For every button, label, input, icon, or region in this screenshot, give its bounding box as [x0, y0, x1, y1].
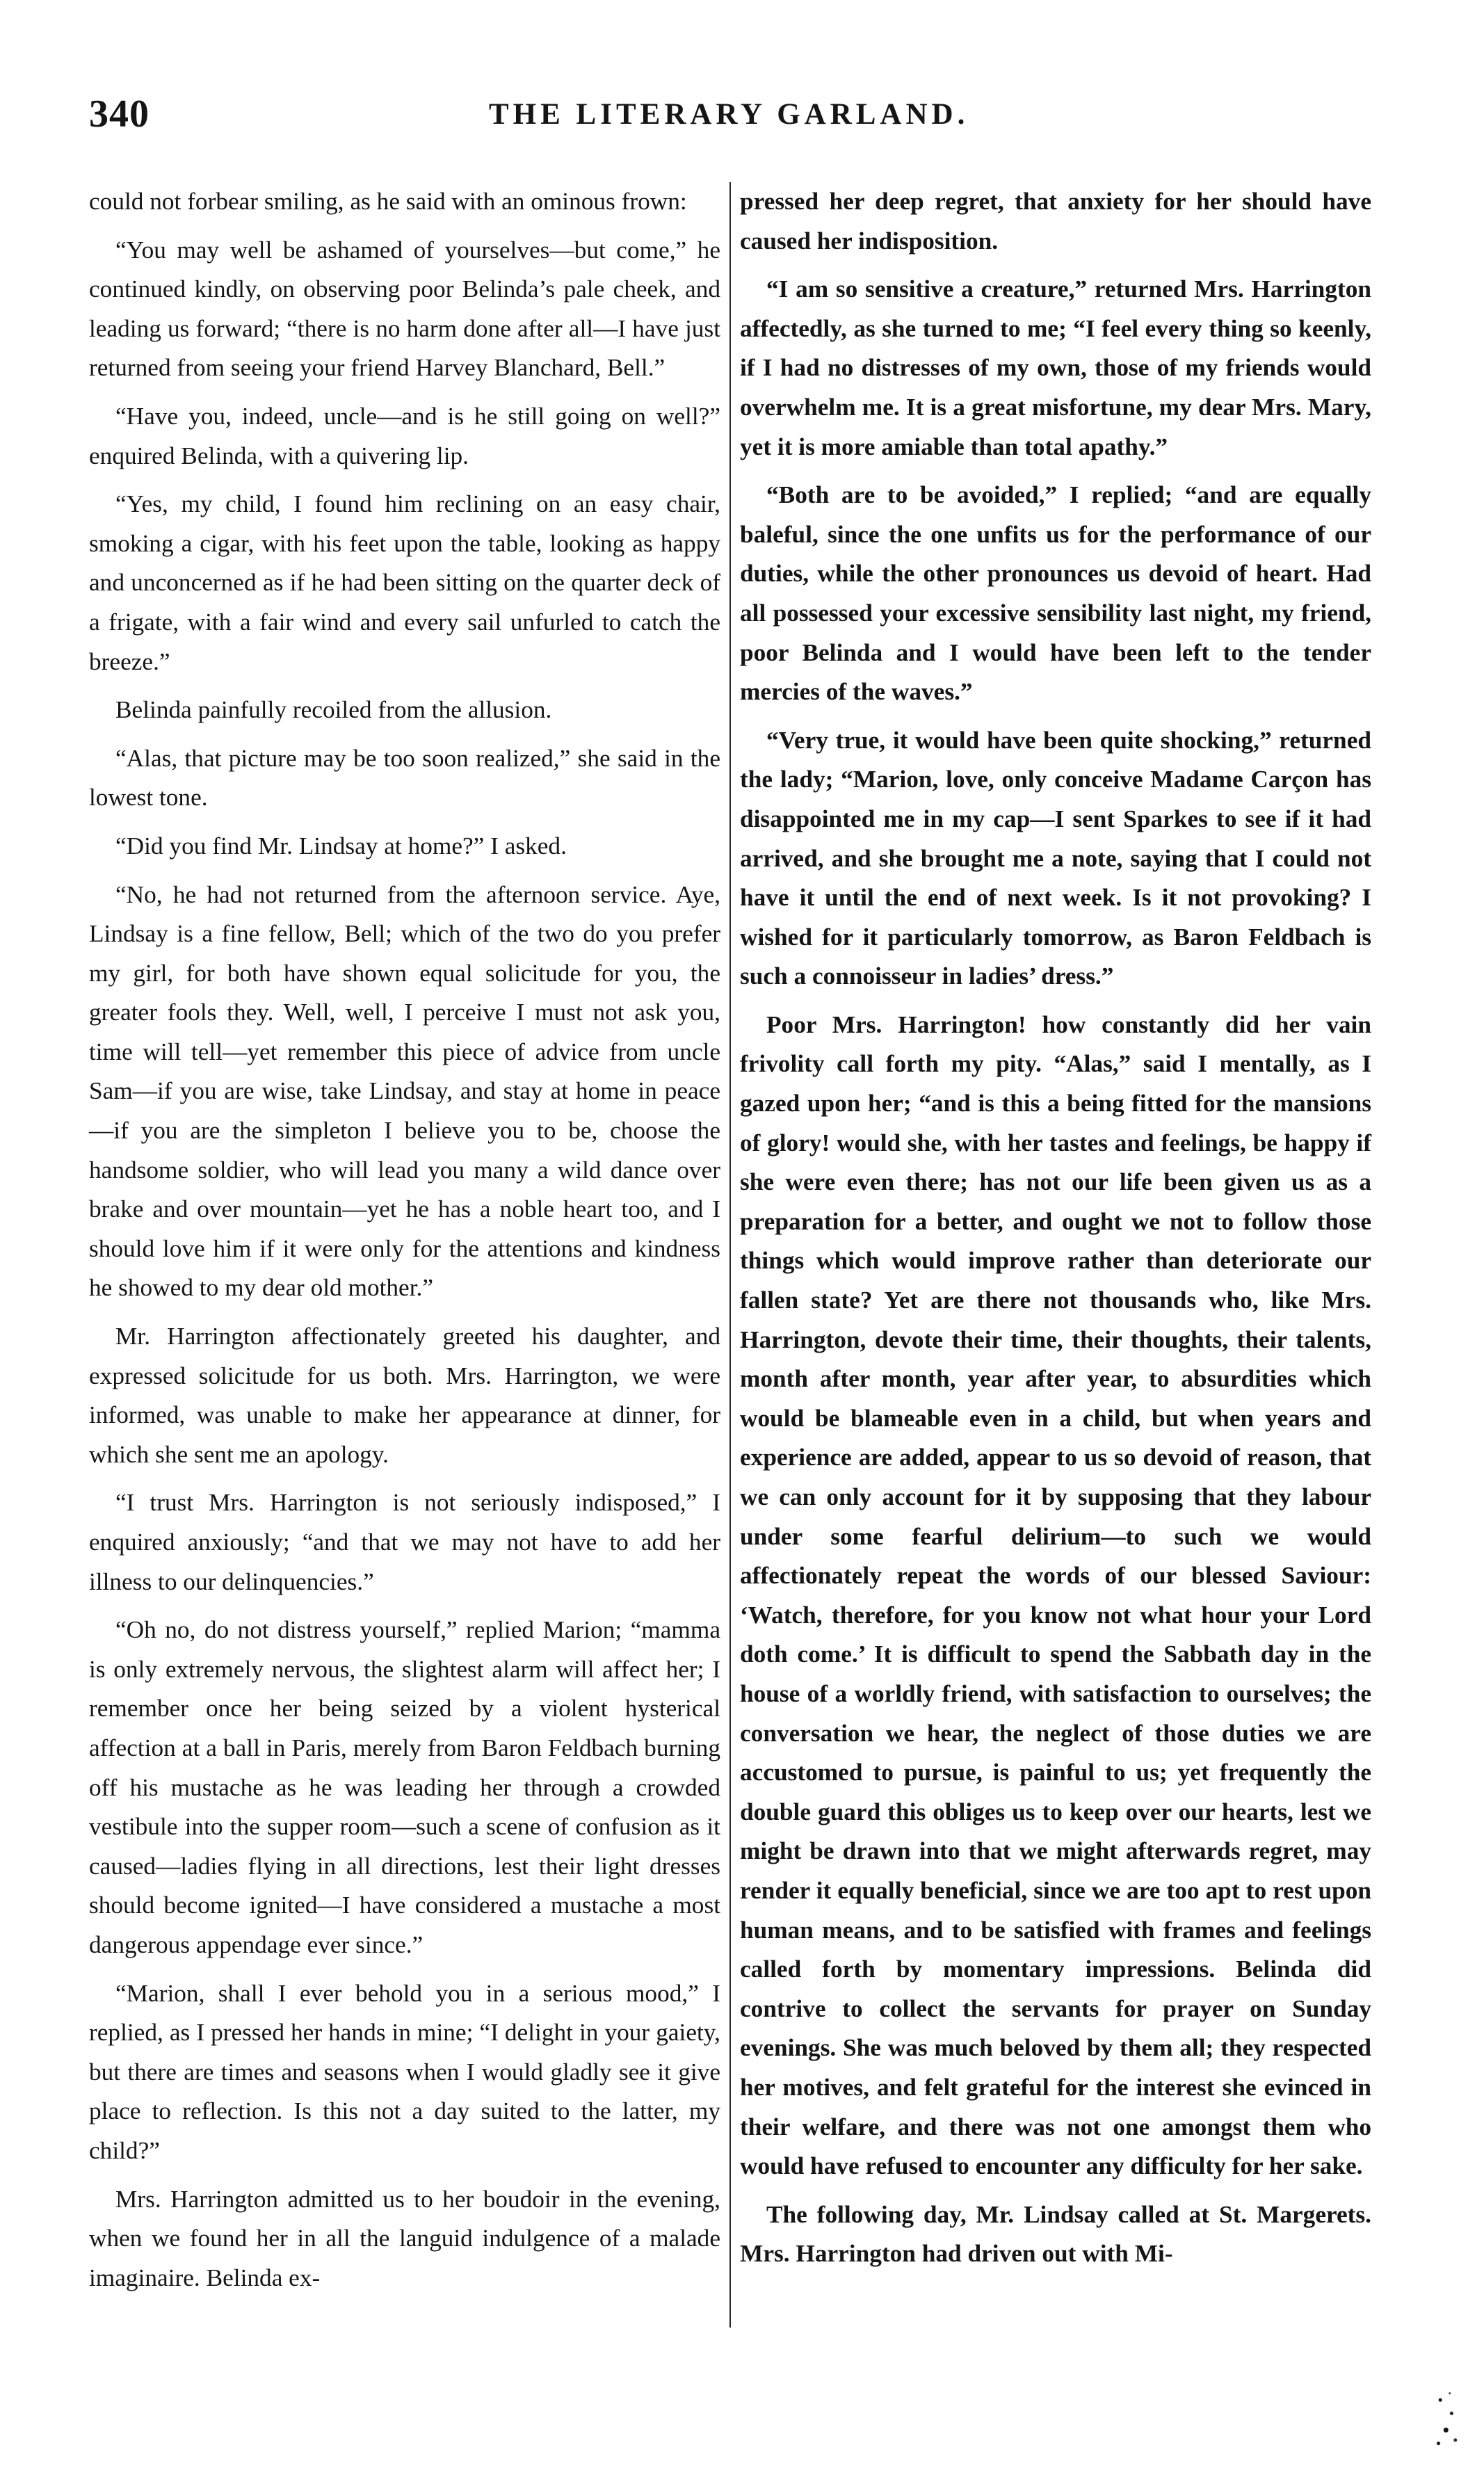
paragraph: “No, he had not returned from the afternoon service. Aye, Lindsay is a fine fellow, Bell; which of the two do you prefer my girl, for both have shown equal solicitude for you, the greater fools they. Well, well, I perceive I must not ask you, time will tell—yet remember this piece of advice from uncle Sam—if you are wise, take Lindsay, and stay at home in peace—if you are the simpleton I believe you to be, choose the handsome soldier, who will lead you many a wild dance over brake and over mountain—yet he has a noble heart too, and I should love him if it were only for the attentions and kindness he showed to my dear old mother.”	[89, 880, 720, 1302]
ink-speckle	[1429, 2387, 1467, 2453]
left-column	[89, 182, 720, 2307]
right-column	[740, 182, 1371, 2283]
paragraph: Mr. Harrington affectionately greeted his daughter, and expressed solicitude for us both. Mrs. Harrington, we were informed, was unable to make her appearance at dinner, for which she sent me an apology.	[89, 1323, 720, 1468]
paragraph: “You may well be ashamed of yourselves—but come,” he continued kindly, on observing poor Belinda’s pale cheek, and leading us forward; “there is no harm done after all—I have just returned from seeing your friend Harvey Blanchard, Bell.”	[89, 236, 720, 382]
paragraph: pressed her deep regret, that anxiety for her should have caused her indisposition.	[740, 188, 1371, 255]
paragraph: “Have you, indeed, uncle—and is he still going on well?” enquired Belinda, with a quivering lip.	[89, 402, 720, 469]
paragraph: could not forbear smiling, as he said with an ominous frown:	[89, 188, 687, 215]
paragraph: “Oh no, do not distress yourself,” replied Marion; “mamma is only extremely nervous, the slightest alarm will affect her; I remember once her being seized by a violent hysterical affection at a ball in Paris, merely from Baron Feldbach burning off his mustache as he was leading her through a crowded vestibule into the supper room—such a scene of confusion as it caused—ladies flying in all directions, lest their light dresses should become ignited—I have considered a mustache a most dangerous appendage ever since.”	[89, 1616, 720, 1958]
page-number: 340	[89, 92, 150, 136]
page-header	[89, 92, 1369, 154]
paragraph: Mrs. Harrington admitted us to her boudoir in the evening, when we found her in all the languid indulgence of a malade imaginaire. Belinda ex-	[89, 2185, 720, 2291]
paragraph: “Did you find Mr. Lindsay at home?” I asked.	[115, 832, 567, 860]
paragraph: “I trust Mrs. Harrington is not seriously indisposed,” I enquired anxiously; “and that we may not have to add her illness to our delinquencies.”	[89, 1489, 720, 1595]
paragraph: The following day, Mr. Lindsay called at St. Margerets. Mrs. Harrington had driven out with Mi-	[740, 2200, 1371, 2268]
paragraph: “Marion, shall I ever behold you in a serious mood,” I replied, as I pressed her hands in mine; “I delight in your gaiety, but there are times and seasons when I would gladly see it give place to reflection. Is this not a day suited to the latter, my child?”	[89, 1979, 720, 2164]
paragraph: Poor Mrs. Harrington! how constantly did her vain frivolity call forth my pity. “Alas,” said I mentally, as I gazed upon her; “and is this a being fitted for the mansions of glory! would she, with her tastes and feelings, be happy if she were even there; has not our life been given us as a preparation for a better, and ought we not to follow those things which would improve rather than deteriorate our fallen state? Yet are there not thousands who, like Mrs. Harrington, devote their time, their thoughts, their talents, month after month, year after year, to absurdities which would be blameable even in a child, but when years and experience are added, appear to us so devoid of reason, that we can only account for it by supposing that they labour under some fearful delirium—to such we would affectionately repeat the words of our blessed Saviour: ‘Watch, therefore, for you know not what hour your Lord doth come.’ It is difficult to spend the Sabbath day in the house of a worldly friend, with satisfaction to ourselves; the conversation we hear, the neglect of those duties we are accustomed to pursue, is painful to us; yet frequently the double guard this obliges us to keep over our hearts, lest we might be drawn into that we might afterwards regret, may render it equally beneficial, since we are too apt to rest upon human means, and to be satisfied with frames and feelings called forth by momentary impressions. Belinda did contrive to collect the servants for prayer on Sunday evenings. She was much beloved by them all; they respected her motives, and felt grateful for the interest she evinced in their welfare, and there was not one amongst them who would have refused to encounter any difficulty for her sake.	[740, 1010, 1371, 2180]
paragraph: “Yes, my child, I found him reclining on an easy chair, smoking a cigar, with his feet upon the table, looking as happy and unconcerned as if he had been sitting on the quarter deck of a frigate, with a fair wind and every sail unfurled to catch the breeze.”	[89, 490, 720, 675]
paragraph: “Both are to be avoided,” I replied; “and are equally baleful, since the one unfits us for the performance of our duties, while the other pronounces us devoid of heart. Had all possessed your excessive sensibility last night, my friend, poor Belinda and I would have been left to the tender mercies of the waves.”	[740, 481, 1371, 706]
paragraph: “Alas, that picture may be too soon realized,” she said in the lowest tone.	[89, 744, 720, 812]
paragraph: Belinda painfully recoiled from the allusion.	[115, 696, 552, 724]
running-title: THE LITERARY GARLAND.	[489, 98, 969, 131]
paragraph: “I am so sensitive a creature,” returned Mrs. Harrington affectedly, as she turned to me; “I feel every thing so keenly, if I had no distresses of my own, those of my friends would overwhelm me. It is a great misfortune, my dear Mrs. Mary, yet it is more amiable than total apathy.”	[740, 275, 1371, 460]
column-divider	[729, 182, 731, 2328]
paragraph: “Very true, it would have been quite shocking,” returned the lady; “Marion, love, only conceive Madame Carçon has disappointed me in my cap—I sent Sparkes to see if it had arrived, and she brought me a note, saying that I could not have it until the end of next week. Is it not provoking? I wished for it particularly tomorrow, as Baron Feldbach is such a connoisseur in ladies’ dress.”	[740, 726, 1371, 990]
